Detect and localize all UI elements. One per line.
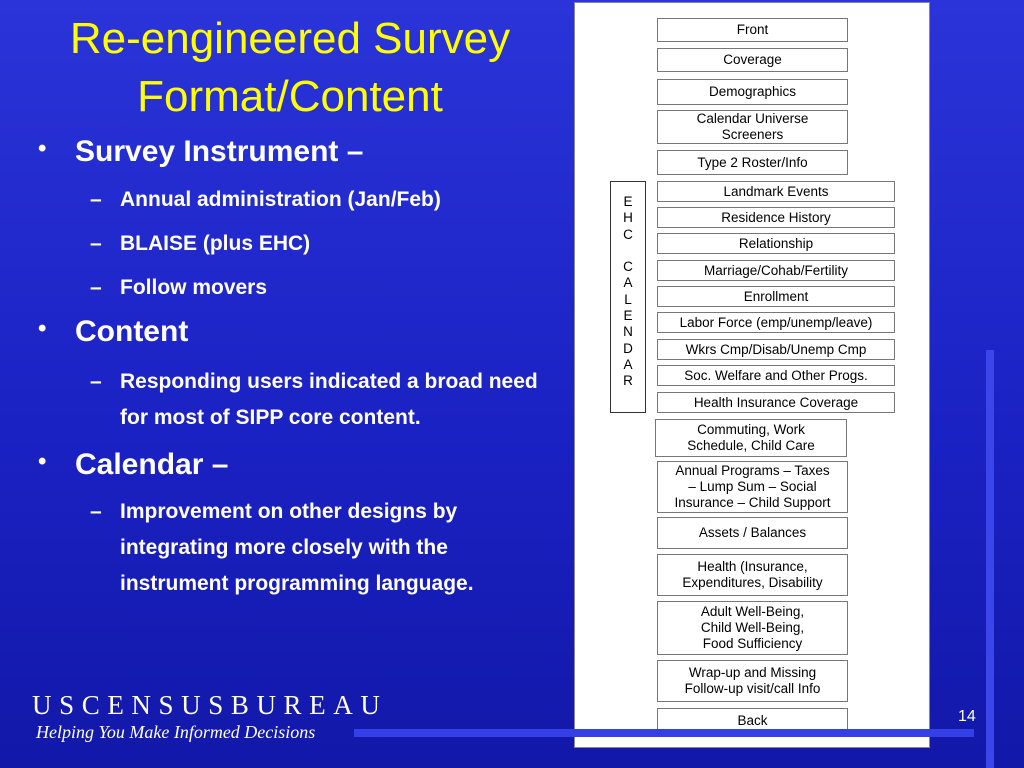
- box-demographics: Demographics: [657, 79, 848, 105]
- footer-divider: [354, 729, 974, 737]
- box-relationship: Relationship: [657, 233, 895, 254]
- box-coverage: Coverage: [657, 48, 848, 72]
- box-landmark-events: Landmark Events: [657, 181, 895, 202]
- bullet-text: Calendar –: [75, 448, 229, 481]
- sub-bullet-text: Responding users indicated a broad need for most of SIPP core content.: [120, 370, 538, 429]
- sub-bullet-blaise: [90, 226, 570, 262]
- bullet-dot: •: [38, 315, 47, 342]
- sub-bullet-text: BLAISE (plus EHC): [120, 232, 311, 255]
- sub-bullet-annual-administration: [90, 182, 570, 218]
- box-social-welfare: Soc. Welfare and Other Progs.: [657, 365, 895, 386]
- slide-title: [10, 10, 570, 126]
- box-health-insurance-coverage: Health Insurance Coverage: [657, 392, 895, 413]
- bullet-text: Content: [75, 315, 189, 348]
- bullet-text: Survey Instrument –: [75, 135, 364, 168]
- box-wrap-up: Wrap-up and Missing Follow-up visit/call Info: [657, 660, 848, 702]
- ehc-calendar-label: E H C C A L E N D A R: [610, 181, 646, 413]
- box-enrollment: Enrollment: [657, 286, 895, 307]
- sub-bullet-text: Improvement on other designs by integrating more closely with the instrument programming language.: [120, 500, 474, 595]
- footer-tagline: Helping You Make Informed Decisions: [36, 722, 316, 742]
- box-back: Back: [657, 708, 848, 733]
- sub-bullet-text: Annual administration (Jan/Feb): [120, 188, 441, 211]
- title-line-2: Format/Content: [137, 72, 443, 121]
- box-type-2-roster: Type 2 Roster/Info: [657, 150, 848, 175]
- dash-glyph: –: [90, 500, 102, 523]
- census-bureau-logo: USCENSUSBUREAU: [32, 690, 388, 720]
- box-front: Front: [657, 18, 848, 42]
- box-health-expenditures: Health (Insurance, Expenditures, Disability: [657, 554, 848, 596]
- box-residence-history: Residence History: [657, 207, 895, 228]
- box-annual-programs: Annual Programs – Taxes – Lump Sum – Social Insurance – Child Support: [657, 461, 848, 513]
- bullet-dot: •: [38, 135, 47, 162]
- decorative-vertical-bar: [986, 350, 994, 768]
- box-marriage-cohab-fertility: Marriage/Cohab/Fertility: [657, 260, 895, 281]
- dash-glyph: –: [90, 276, 102, 299]
- dash-glyph: –: [90, 232, 102, 255]
- box-well-being: Adult Well-Being, Child Well-Being, Food Sufficiency: [657, 601, 848, 655]
- box-commuting-work-schedule: Commuting, Work Schedule, Child Care: [655, 419, 847, 457]
- dash-glyph: –: [90, 188, 102, 211]
- page-number: 14: [958, 708, 976, 725]
- title-line-1: Re-engineered Survey: [69, 14, 511, 63]
- sub-bullet-improvement: [90, 494, 530, 602]
- sub-bullet-follow-movers: [90, 270, 570, 306]
- box-assets-balances: Assets / Balances: [657, 517, 848, 549]
- dash-glyph: –: [90, 370, 102, 393]
- box-calendar-universe-screeners: Calendar Universe Screeners: [657, 110, 848, 144]
- box-workers-comp: Wkrs Cmp/Disab/Unemp Cmp: [657, 339, 895, 360]
- bullet-dot: •: [38, 448, 47, 475]
- sub-bullet-text: Follow movers: [120, 276, 268, 299]
- box-labor-force: Labor Force (emp/unemp/leave): [657, 312, 895, 333]
- survey-flow-diagram: [574, 2, 930, 748]
- sub-bullet-responding-users: [90, 364, 552, 436]
